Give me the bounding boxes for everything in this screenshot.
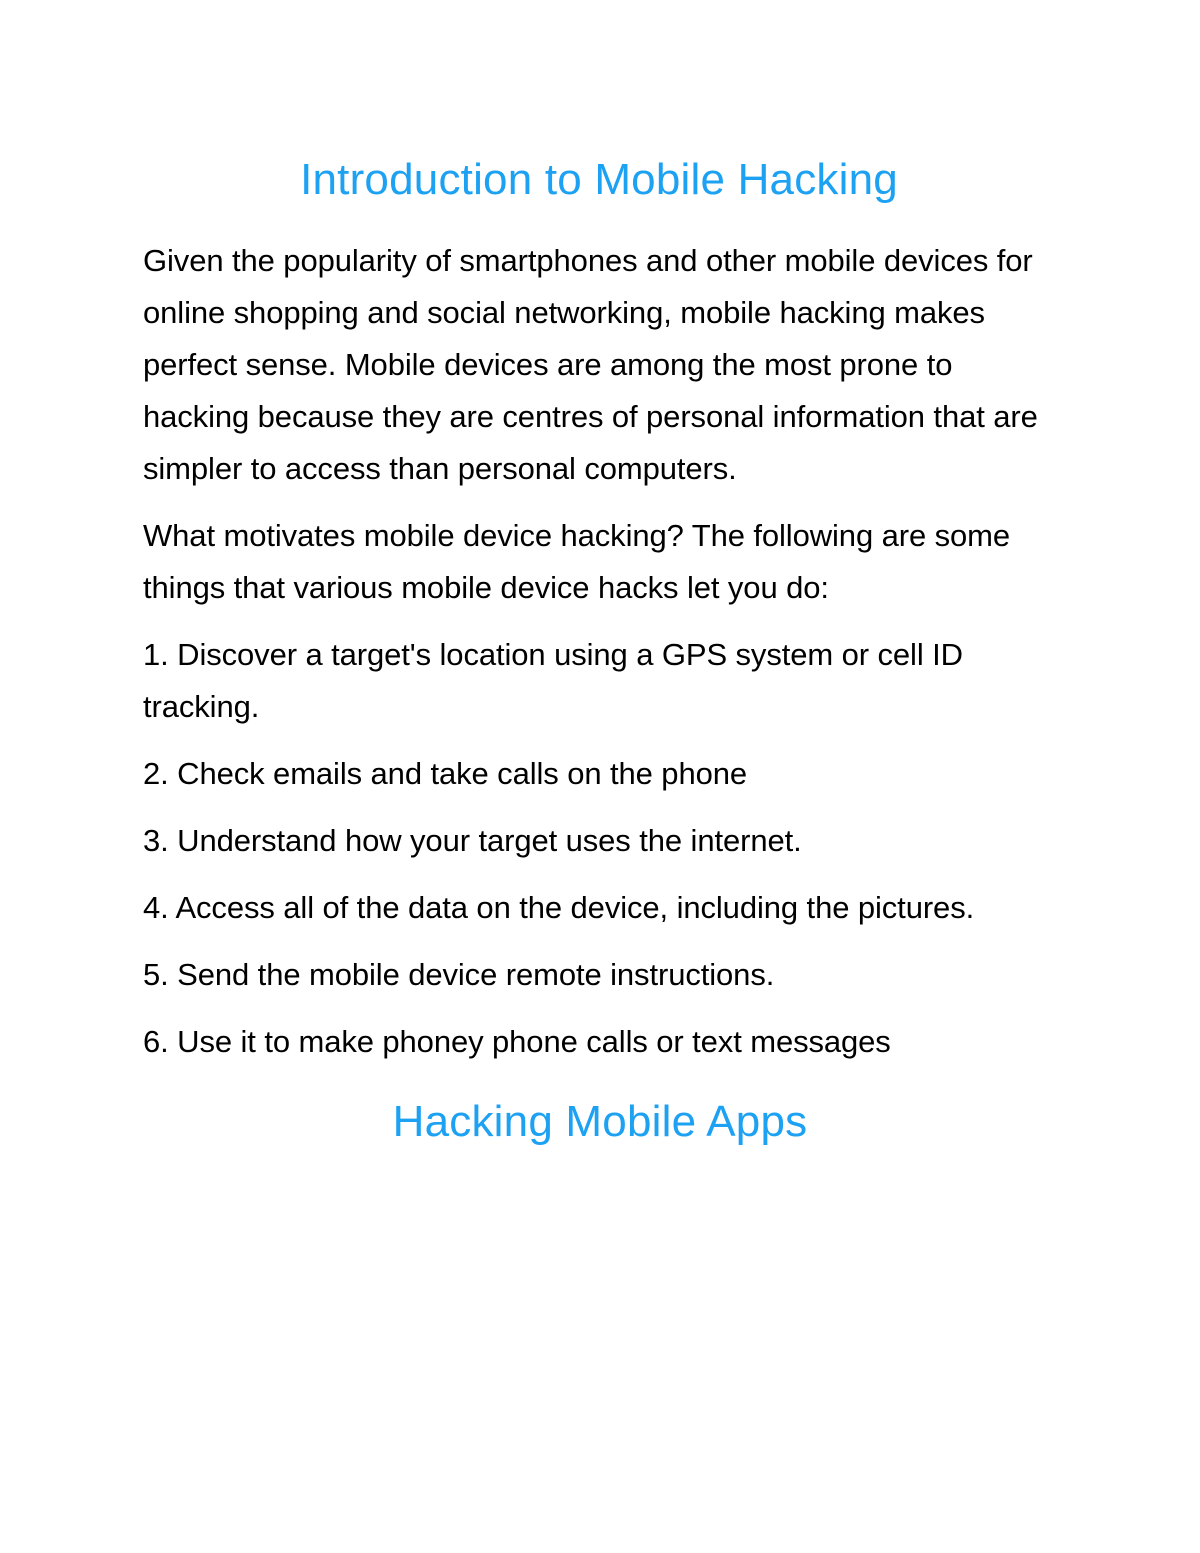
motivation-paragraph: What motivates mobile device hacking? The following are some things that various mobile device hacks let you do: [143,518,1011,605]
intro-paragraph: Given the popularity of smartphones and other mobile devices for online shopping and social networking, mobile hacking makes perfect sense. Mobile devices are among the most prone to hacking because they are centres of personal information that are simpler to access than personal computers. [143,243,1038,486]
list-item-5: 5. Send the mobile device remote instructions. [143,957,775,992]
list-item-6: 6. Use it to make phoney phone calls or text messages [143,1024,891,1059]
document-content [143,148,1063,1154]
page-title: Introduction to Mobile Hacking [300,155,898,204]
list-item-3: 3. Understand how your target uses the internet. [143,823,802,858]
list-item-2: 2. Check emails and take calls on the phone [143,756,748,791]
list-item-1: 1. Discover a target's location using a GPS system or cell ID tracking. [143,637,963,724]
list-item-4: 4. Access all of the data on the device, including the pictures. [143,890,975,925]
section-heading: Hacking Mobile Apps [392,1097,808,1146]
